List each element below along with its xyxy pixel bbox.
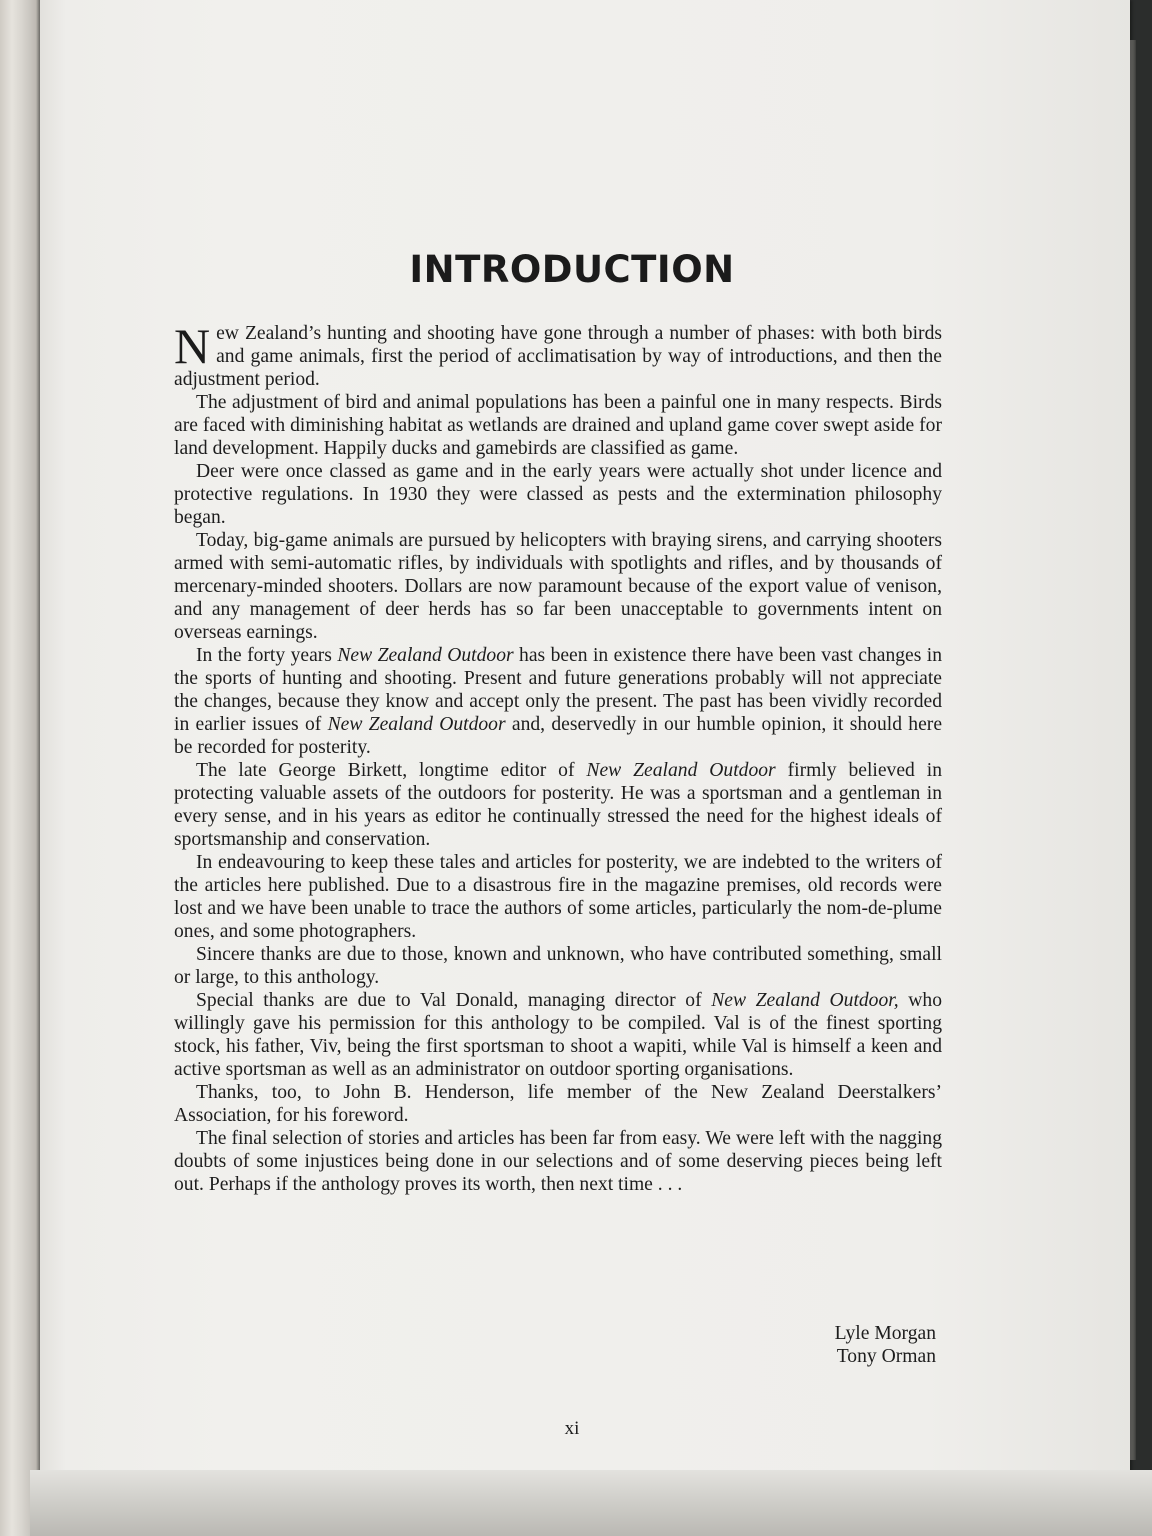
page-number: xi — [564, 1418, 580, 1439]
author-name: Lyle Morgan — [834, 1323, 936, 1344]
paragraph-6 — [174, 759, 942, 851]
publication-title: New Zealand Outdoor, — [711, 990, 899, 1011]
publication-title: New Zealand Outdoor — [337, 645, 514, 666]
paragraph-9-text-a: Special thanks are due to Val Donald, managing director of — [196, 990, 712, 1011]
author-name: Tony Orman — [836, 1346, 936, 1367]
paragraph-5-text-a: In the forty years — [196, 645, 338, 666]
drop-cap: N — [174, 318, 211, 374]
paragraph-11: The final selection of stories and articles has been far from easy. We were left with the nagging doubts of some injustices being done in our selections and of some deserving pieces being left out. Perhaps if the anthology proves its worth, then next time . . . — [174, 1128, 942, 1195]
paragraph-1-text: ew Zealand’s hunting and shooting have gone through a number of phases: with both birds and game animals, first the period of acclimatisation by way of introductions, and then the adjustment period. — [174, 323, 942, 390]
paragraph-10: Thanks, too, to John B. Henderson, life member of the New Zealand Deerstalkers’ Association, for his foreword. — [174, 1082, 942, 1126]
paragraph-5 — [174, 644, 942, 759]
paragraph-9-text-b: who willingly gave his permission for this anthology to be compiled. Val is of the finest sporting stock, his father, Viv, being the first sportsman to shoot a wapiti, while Val is himself a keen and active sportsman as well as an administrator on outdoor sporting organisations. — [174, 990, 942, 1080]
paragraph-9 — [174, 989, 942, 1081]
paragraph-6-text-b: firmly believed in protecting valuable assets of the outdoors for posterity. He was a sportsman and a gentleman in every sense, and in his years as editor he continually stressed the need for the highest ideals of sportsmanship and conservation. — [174, 760, 942, 850]
paragraph-8: Sincere thanks are due to those, known and unknown, who have contributed something, small or large, to this anthology. — [174, 944, 942, 988]
publication-title: New Zealand Outdoor — [327, 714, 506, 735]
page-bottom-shadow — [30, 1470, 1152, 1536]
paragraph-4: Today, big-game animals are pursued by helicopters with braying sirens, and carrying shooters armed with semi-automatic rifles, by individuals with spotlights and rifles, and by thousands of mercenary-minded shooters. Dollars are now paramount because of the export value of venison, and any management of deer herds has so far been unacceptable to governments intent on overseas earnings. — [174, 530, 942, 643]
paragraph-6-text-a: The late George Birkett, longtime editor of — [196, 760, 587, 781]
author-signature-block — [700, 1322, 936, 1368]
paragraph-5-text-c: and, deservedly in our humble opinion, it should here be recorded for posterity. — [174, 714, 943, 758]
publication-title: New Zealand Outdoor — [586, 760, 776, 781]
paragraph-3: Deer were once classed as game and in the early years were actually shot under licence and protective regulations. In 1930 they were classed as pests and the extermination philosophy began. — [174, 461, 942, 528]
paragraph-1 — [174, 318, 942, 391]
paragraph-2: The adjustment of bird and animal populations has been a painful one in many respects. Birds are faced with diminishing habitat as wetlands are drained and upland game cover swept aside for land development. Happily ducks and gamebirds are classified as game. — [174, 392, 942, 459]
introduction-body — [174, 318, 943, 1196]
paragraph-7: In endeavouring to keep these tales and articles for posterity, we are indebted to the writers of the articles here published. Due to a disastrous fire in the magazine premises, old records were lost and we have been unable to trace the authors of some articles, particularly the nom-de-plume ones, and some photographers. — [174, 852, 942, 942]
paragraph-5-text-b: has been in existence there have been vast changes in the sports of hunting and shooting. Present and future generations probably will not appreciate the changes, because they know and accept only the present. The past has been vividly recorded in earlier issues of — [174, 645, 943, 735]
page-title: INTRODUCTION — [409, 248, 735, 291]
book-spine-shadow — [0, 0, 40, 1536]
